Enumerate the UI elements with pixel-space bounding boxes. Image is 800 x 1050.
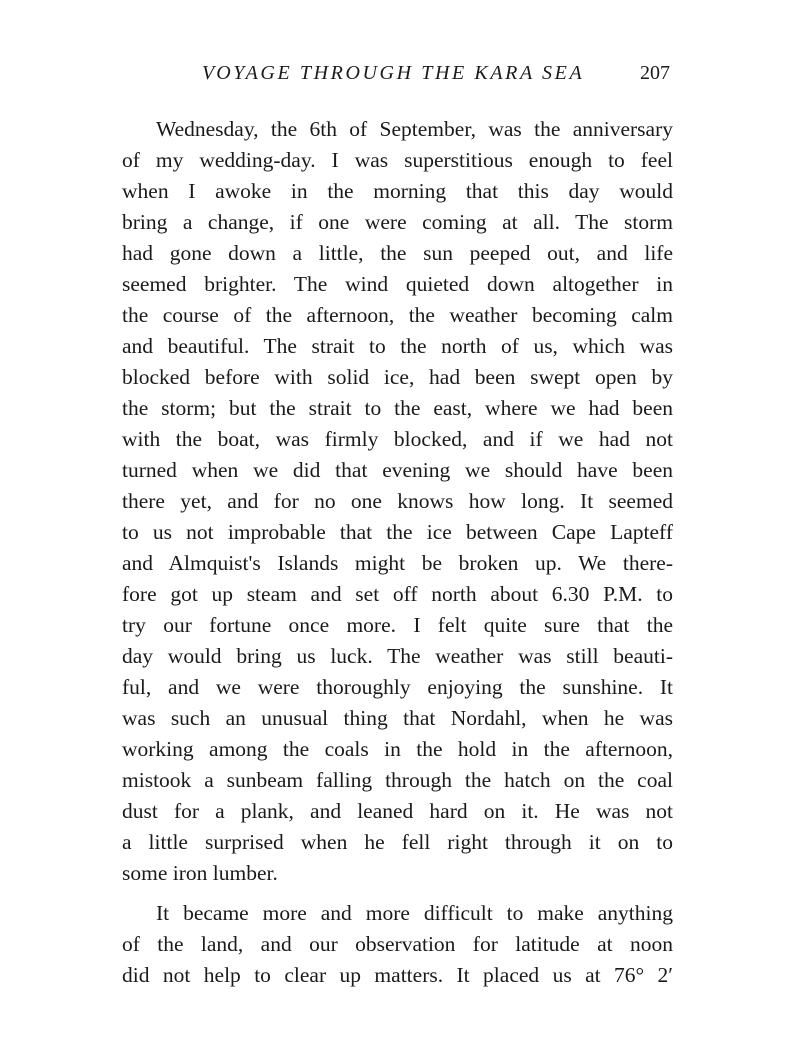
text-line: of the land, and our observation for latitude at noon <box>122 932 673 956</box>
paragraph-2 <box>122 898 673 991</box>
text-line: and beautiful. The strait to the north of us, which was <box>122 334 673 358</box>
running-head <box>122 62 672 92</box>
text-line: of my wedding-day. I was superstitious enough to feel <box>122 148 673 172</box>
text-line: with the boat, was firmly blocked, and if we had not <box>122 427 673 451</box>
text-line: when I awoke in the morning that this day would <box>122 179 673 203</box>
text-line: dust for a plank, and leaned hard on it. He was not <box>122 799 673 823</box>
text-line: ful, and we were thoroughly enjoying the sunshine. It <box>122 675 673 699</box>
text-line: a little surprised when he fell right through it on to <box>122 830 673 854</box>
text-line: turned when we did that evening we should have been <box>122 458 673 482</box>
text-line: try our fortune once more. I felt quite sure that the <box>122 613 673 637</box>
text-line: the course of the afternoon, the weather becoming calm <box>122 303 673 327</box>
running-title: VOYAGE THROUGH THE KARA SEA <box>202 62 585 84</box>
text-line: and Almquist's Islands might be broken up. We there- <box>122 551 673 575</box>
text-line: to us not improbable that the ice between Cape Lapteff <box>122 520 673 544</box>
paragraph-gap <box>122 889 673 898</box>
text-line: blocked before with solid ice, had been swept open by <box>122 365 673 389</box>
text-line: the storm; but the strait to the east, where we had been <box>122 396 673 420</box>
body-text <box>122 114 673 991</box>
text-line: fore got up steam and set off north about 6.30 P.M. to <box>122 582 673 606</box>
page-number: 207 <box>640 62 670 84</box>
text-line: day would bring us luck. The weather was still beauti- <box>122 644 673 668</box>
text-line: working among the coals in the hold in the afternoon, <box>122 737 673 761</box>
text-line: some iron lumber. <box>122 861 278 885</box>
paragraph-1 <box>122 114 673 889</box>
text-line: bring a change, if one were coming at all. The storm <box>122 210 673 234</box>
text-line: did not help to clear up matters. It placed us at 76° 2′ <box>122 963 673 987</box>
text-line: there yet, and for no one knows how long. It seemed <box>122 489 673 513</box>
text-line: It became more and more difficult to make anything <box>156 901 673 925</box>
text-line: had gone down a little, the sun peeped out, and life <box>122 241 673 265</box>
text-line: mistook a sunbeam falling through the hatch on the coal <box>122 768 673 792</box>
text-line: was such an unusual thing that Nordahl, when he was <box>122 706 673 730</box>
text-line: seemed brighter. The wind quieted down altogether in <box>122 272 673 296</box>
text-line: Wednesday, the 6th of September, was the anniversary <box>156 117 673 141</box>
